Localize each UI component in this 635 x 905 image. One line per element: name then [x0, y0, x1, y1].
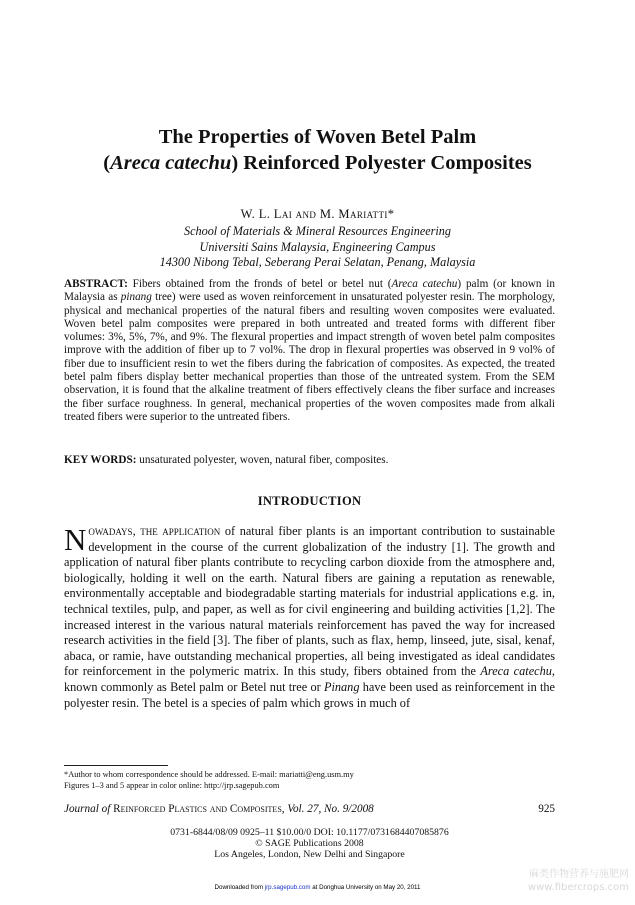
abstract-text-2: ) palm (or known in Malaysia as [64, 278, 555, 304]
intro-italic-1: Areca catechu [480, 664, 552, 679]
abstract-text-1: Fibers obtained from the fronds of betel or betel nut ( [127, 278, 392, 290]
intro-text-2: , known commonly as Betel palm or Betel nut tree or [64, 664, 555, 694]
keywords-label: KEY WORDS: [64, 454, 137, 466]
download-link[interactable]: jrp.sagepub.com [264, 884, 311, 891]
affiliation [60, 224, 575, 271]
abstract-italic-1: Areca catechu [391, 278, 458, 290]
intro-lead-smallcaps: owadays, the application [88, 524, 221, 538]
title-open-paren: ( [103, 152, 111, 174]
watermark-line-2: www.fibercrops.com [527, 882, 629, 893]
title-line-2-rest: ) Reinforced Polyester Composites [231, 152, 532, 174]
footnote-figures: Figures 1–3 and 5 appear in color online: http://jrp.sagepub.com [64, 781, 280, 790]
section-heading: INTRODUCTION [257, 494, 362, 508]
footnote-divider [64, 765, 168, 766]
page-number: 925 [538, 803, 555, 815]
keywords [64, 454, 555, 467]
intro-text-1: of natural fiber plants is an important contribution to sustainable development in the course of the current globalization of the industry [1]. The growth and application of natural fiber plants contribute to recycling carbon dioxide from the atmosphere and, biologically, holding it well on the earth. Natural fibers are gaining a reputation as renewable, environmentally acceptable and biodegradable starting materials for industrial applications e.g. in, technical textiles, pulp, and paper, as well as for civil engineering and building activities [1,2]. The increased interest in the various natural materials reinforcement has paved the way for increased research activities in the field [3]. The fiber of plants, such as flax, hemp, linseed, jute, sisal, kenaf, abaca, or ramie, have outstanding mechanical properties, all being investigated as ideal candidates for reinforcement in the polymeric matrix. In this study, fibers obtained from the [64, 524, 555, 679]
title-species-name: Areca catechu [110, 152, 232, 174]
journal-name: Reinforced Plastics and Composites [113, 803, 282, 815]
drop-cap: N [64, 522, 87, 557]
affiliation-line-3: 14300 Nibong Tebal, Seberang Perai Selatan, Penang, Malaysia [159, 255, 476, 269]
introduction-paragraph [64, 524, 555, 711]
footnote-correspondence: *Author to whom correspondence should be addressed. E-mail: mariatti@eng.usm.my [64, 770, 354, 779]
abstract-italic-2: pinang [120, 291, 152, 304]
affiliation-line-2: Universiti Sains Malaysia, Engineering Campus [199, 239, 436, 254]
site-watermark [528, 868, 629, 894]
download-prefix: Downloaded from [214, 884, 265, 891]
publication-issn-doi: 0731-6844/08/09 0925–11 $10.00/0 DOI: 10.1177/0731684407085876 [170, 827, 449, 838]
paper-title [60, 124, 575, 176]
abstract [64, 278, 555, 424]
abstract-text-3: tree) were used as woven reinforcement in unsaturated polyester resin. The morphology, physical and mechanical properties of the natural fibers and resulting woven composites were evaluated. Woven betel palm composites were prepared in both untreated and treated forms with different fiber volumes: 3%, 5%, 7%, and 9%. The flexural properties and impact strength of woven betel palm composites improve with the addition of fiber up to 7 vol%. The drop in flexural properties was observed in 9 vol% of fiber due to insufficient resin to wet the fibers during the fabrication of composites. As expected, the treated betel palm fibers display better mechanical properties than those of the untreated system. From the SEM observation, it is found that the alkaline treatment of fibers effectively cleans the fiber surface and increases the fiber surface roughness. In general, mechanical properties of the woven composites made from alkali treated fibers were superior to the untreated fibers. [64, 291, 556, 423]
journal-volume: , Vol. 27, No. 9/2008 [281, 803, 374, 815]
author-list: W. L. Lai and M. Mariatti* [240, 207, 395, 221]
journal-word: Journal of [64, 803, 114, 815]
publication-locations: Los Angeles, London, New Delhi and Singapore [214, 849, 405, 860]
download-suffix: at Donghua University on May 20, 2011 [310, 884, 421, 891]
watermark-line-1: 麻类作物营养与施肥网 [529, 869, 629, 880]
affiliation-line-1: School of Materials & Mineral Resources Engineering [184, 224, 451, 238]
keywords-text: unsaturated polyester, woven, natural fiber, composites. [136, 454, 389, 466]
intro-text-3: have been used as reinforcement in the polyester resin. The betel is a species of palm which grows in much of [64, 679, 555, 710]
intro-italic-2: Pinang [323, 679, 360, 694]
publication-copyright: © SAGE Publications 2008 [255, 838, 364, 849]
abstract-label: ABSTRACT: [64, 278, 128, 290]
journal-citation [64, 803, 374, 815]
title-line-1: The Properties of Woven Betel Palm [158, 126, 477, 148]
